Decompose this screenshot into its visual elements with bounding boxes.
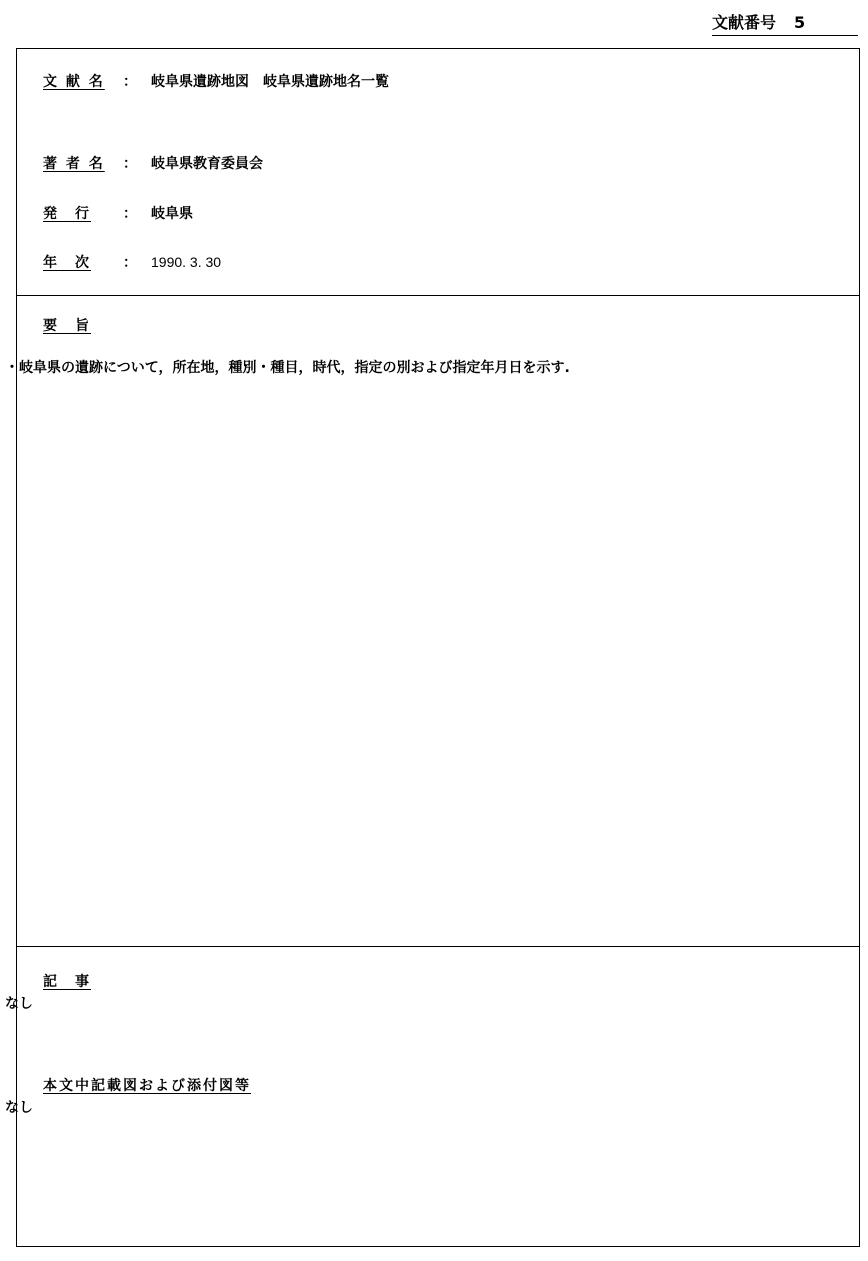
publisher-label: 発 行: [43, 206, 91, 222]
author-value: 岐阜県教育委員会: [151, 156, 263, 172]
title-value: 岐阜県遺跡地図 岐阜県遺跡地名一覧: [151, 74, 389, 90]
publisher-row: [43, 203, 193, 223]
notes-text: なし: [5, 996, 33, 1012]
record-frame: [5, 48, 860, 1247]
publisher-value: 岐阜県: [151, 206, 193, 222]
figures-label: 本文中記載図および添付図等: [43, 1078, 251, 1094]
summary-text: ・岐阜県の遺跡について，所在地，種別・種目，時代，指定の別および指定年月日を示す.: [5, 360, 570, 376]
summary-label: 要 旨: [43, 318, 91, 334]
author-colon: ：: [123, 156, 137, 172]
title-colon: ：: [123, 74, 137, 90]
figures-text: なし: [5, 1100, 33, 1116]
title-label: 文 献 名: [43, 74, 105, 90]
notes-label: 記 事: [43, 974, 91, 990]
document-number-label: 文献番号: [712, 13, 777, 32]
title-row: [43, 71, 389, 91]
year-colon: ：: [123, 255, 137, 271]
publisher-colon: ：: [123, 206, 137, 222]
year-label: 年 次: [43, 255, 91, 271]
document-number: [712, 10, 858, 36]
year-row: [43, 252, 221, 272]
year-value: 1990. 3. 30: [151, 254, 222, 270]
header-divider: [17, 295, 859, 296]
author-label: 著 者 名: [43, 156, 105, 172]
document-number-value: 5: [794, 13, 806, 32]
author-row: [43, 153, 263, 173]
summary-divider: [17, 946, 859, 947]
